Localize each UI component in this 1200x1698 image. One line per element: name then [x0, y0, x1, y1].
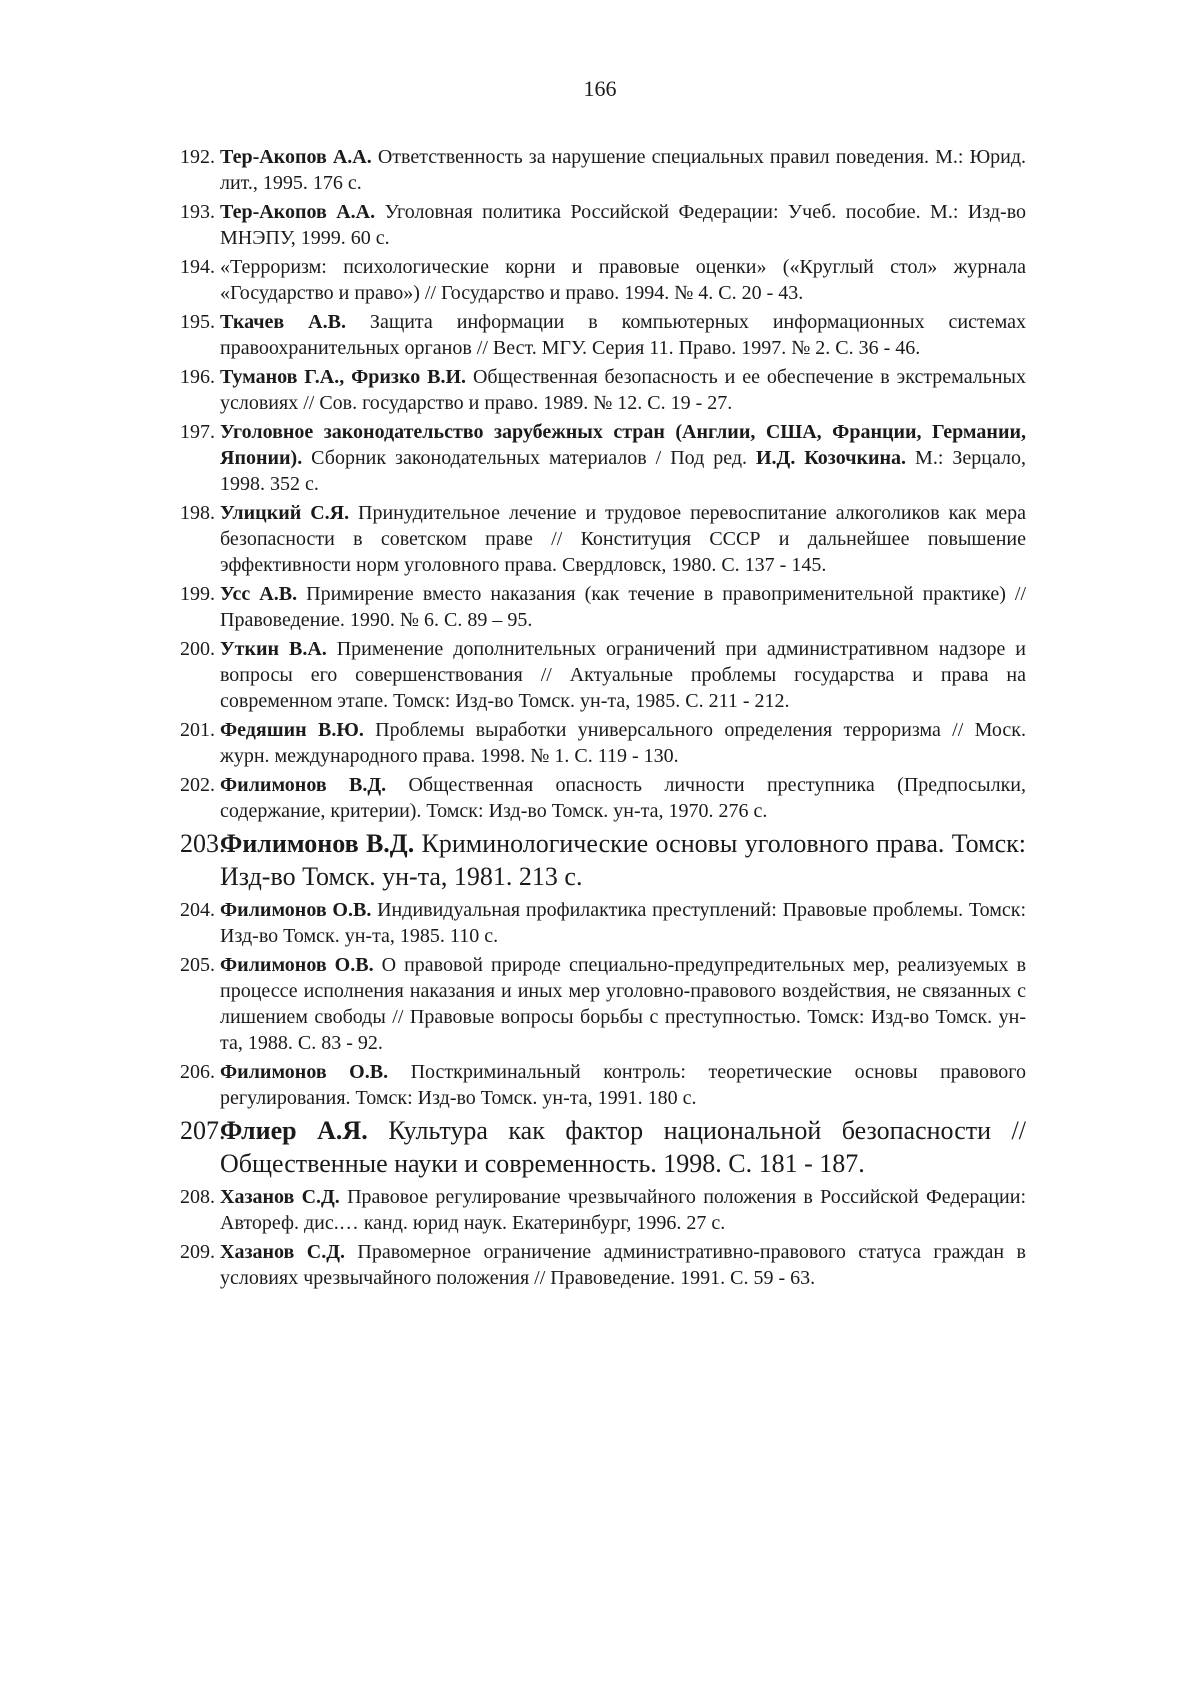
reference-author: Уголовное законодательство зарубежных стран (Англии, США, Франции, Германии, Японии). [220, 421, 1026, 469]
reference-detail: Общественная безопасность и ее обеспечение в экстремальных условиях // Сов. государство и право. 1989. № 12. С. 19 - 27. [220, 366, 1026, 414]
reference-author: Филимонов О.В. [220, 954, 374, 976]
reference-text [220, 829, 1026, 891]
reference-number: 193. [180, 199, 215, 225]
reference-detail: Примирение вместо наказания (как течение в правоприменительной практике) // Правоведение. 1990. № 6. С. 89 – 95. [220, 583, 1026, 631]
reference-entry [180, 952, 1026, 1056]
reference-detail: Правомерное ограничение административно-правового статуса граждан в условиях чрезвычайного положения // Правоведение. 1991. С. 59 - 63. [220, 1241, 1026, 1289]
reference-detail: Индивидуальная профилактика преступлений: Правовые проблемы. Томск: Изд-во Томск. ун-та, 1985. 110 с. [220, 899, 1026, 947]
reference-entry [180, 364, 1026, 416]
reference-text [220, 638, 1026, 712]
reference-text [220, 1116, 1026, 1178]
reference-text [220, 719, 1026, 767]
reference-number: 203. [180, 827, 226, 860]
reference-text [220, 899, 1026, 947]
reference-author: Филимонов О.В. [220, 899, 371, 921]
reference-detail: Посткриминальный контроль: теоретические основы правового регулирования. Томск: Изд-во Томск. ун-та, 1991. 180 с. [220, 1061, 1026, 1109]
reference-number: 207. [180, 1114, 226, 1147]
reference-detail: Применение дополнительных ограничений при административном надзоре и вопросы его совершенствования // Актуальные проблемы государства и права на современном этапе. Томск: Изд-во Томск. ун-та, 1985. С. 211 - 212. [220, 638, 1026, 712]
reference-text [220, 201, 1026, 249]
reference-text [220, 774, 1026, 822]
reference-number: 192. [180, 144, 215, 170]
reference-author: Хазанов С.Д. [220, 1186, 340, 1208]
page-number: 166 [0, 76, 1200, 102]
reference-entry [180, 1239, 1026, 1291]
reference-number: 209. [180, 1239, 215, 1265]
reference-author: И.Д. Козочкина. [756, 447, 906, 469]
reference-entry [180, 636, 1026, 714]
reference-entry [180, 500, 1026, 578]
reference-number: 202. [180, 772, 215, 798]
reference-entry [180, 717, 1026, 769]
reference-number: 197. [180, 419, 215, 445]
reference-text [220, 146, 1026, 194]
reference-detail: Защита информации в компьютерных информационных системах правоохранительных органов // Вест. МГУ. Серия 11. Право. 1997. № 2. С. 36 - 46. [220, 311, 1026, 359]
reference-number: 205. [180, 952, 215, 978]
reference-text [220, 366, 1026, 414]
reference-author: Филимонов В.Д. [220, 829, 414, 858]
reference-text [220, 421, 1026, 495]
reference-number: 199. [180, 581, 215, 607]
reference-detail: Ответственность за нарушение специальных правил поведения. М.: Юрид. лит., 1995. 176 с. [220, 146, 1026, 194]
reference-author: Хазанов С.Д. [220, 1241, 345, 1263]
reference-author: Федяшин В.Ю. [220, 719, 364, 741]
reference-detail: Общественная опасность личности преступника (Предпосылки, содержание, критерии). Томск: Изд-во Томск. ун-та, 1970. 276 с. [220, 774, 1026, 822]
reference-author: Филимонов В.Д. [220, 774, 386, 796]
reference-author: Уткин В.А. [220, 638, 327, 660]
reference-author: Ткачев А.В. [220, 311, 346, 333]
reference-text [220, 256, 1026, 304]
reference-detail: Культура как фактор национальной безопасности // Общественные науки и современность. 1998. С. 181 - 187. [220, 1116, 1026, 1178]
reference-detail: Криминологические основы уголовного права. Томск: Изд-во Томск. ун-та, 1981. 213 с. [220, 829, 1026, 891]
reference-text [220, 1186, 1026, 1234]
reference-author: Улицкий С.Я. [220, 502, 349, 524]
reference-number: 200. [180, 636, 215, 662]
reference-detail: М.: Зерцало, 1998. 352 с. [220, 447, 1026, 495]
reference-detail: Уголовная политика Российской Федерации: Учеб. пособие. М.: Изд-во МНЭПУ, 1999. 60 с. [220, 201, 1026, 249]
reference-entry [180, 897, 1026, 949]
reference-author: Филимонов О.В. [220, 1061, 388, 1083]
reference-text [220, 954, 1026, 1054]
reference-text [220, 1241, 1026, 1289]
reference-number: 195. [180, 309, 215, 335]
reference-author: Туманов Г.А., Фризко В.И. [220, 366, 466, 388]
reference-entry [180, 1184, 1026, 1236]
reference-number: 194. [180, 254, 215, 280]
reference-detail: Правовое регулирование чрезвычайного положения в Российской Федерации: Автореф. дис.… канд. юрид наук. Екатеринбург, 1996. 27 с. [220, 1186, 1026, 1234]
reference-author: Тер-Акопов А.А. [220, 146, 372, 168]
reference-text [220, 583, 1026, 631]
reference-list [180, 144, 1026, 1294]
reference-entry [180, 827, 1026, 893]
reference-number: 204. [180, 897, 215, 923]
reference-detail: О правовой природе специально-предупредительных мер, реализуемых в процессе исполнения наказания и иных мер уголовно-правового воздействия, не связанных с лишением свободы // Правовые вопросы борьбы с преступностью. Томск: Изд-во Томск. ун-та, 1988. С. 83 - 92. [220, 954, 1026, 1054]
reference-number: 201. [180, 717, 215, 743]
reference-text [220, 502, 1026, 576]
reference-entry [180, 1059, 1026, 1111]
reference-text [220, 311, 1026, 359]
reference-number: 196. [180, 364, 215, 390]
reference-entry [180, 1114, 1026, 1180]
reference-author: Тер-Акопов А.А. [220, 201, 375, 223]
reference-number: 198. [180, 500, 215, 526]
reference-text [220, 1061, 1026, 1109]
reference-detail: «Терроризм: психологические корни и правовые оценки» («Круглый стол» журнала «Государство и право») // Государство и право. 1994. № 4. С. 20 - 43. [220, 256, 1026, 304]
reference-detail: Сборник законодательных материалов / Под ред. [302, 447, 756, 469]
reference-number: 206. [180, 1059, 215, 1085]
reference-entry [180, 144, 1026, 196]
reference-detail: Проблемы выработки универсального определения терроризма // Моск. журн. международного права. 1998. № 1. С. 119 - 130. [220, 719, 1026, 767]
reference-entry [180, 581, 1026, 633]
reference-entry [180, 309, 1026, 361]
reference-author: Флиер А.Я. [220, 1116, 368, 1145]
reference-entry [180, 419, 1026, 497]
reference-author: Усс А.В. [220, 583, 297, 605]
reference-entry [180, 199, 1026, 251]
reference-number: 208. [180, 1184, 215, 1210]
reference-entry [180, 254, 1026, 306]
reference-detail: Принудительное лечение и трудовое перевоспитание алкоголиков как мера безопасности в советском праве // Конституция СССР и дальнейшее повышение эффективности норм уголовного права. Свердловск, 1980. С. 137 - 145. [220, 502, 1026, 576]
reference-entry [180, 772, 1026, 824]
